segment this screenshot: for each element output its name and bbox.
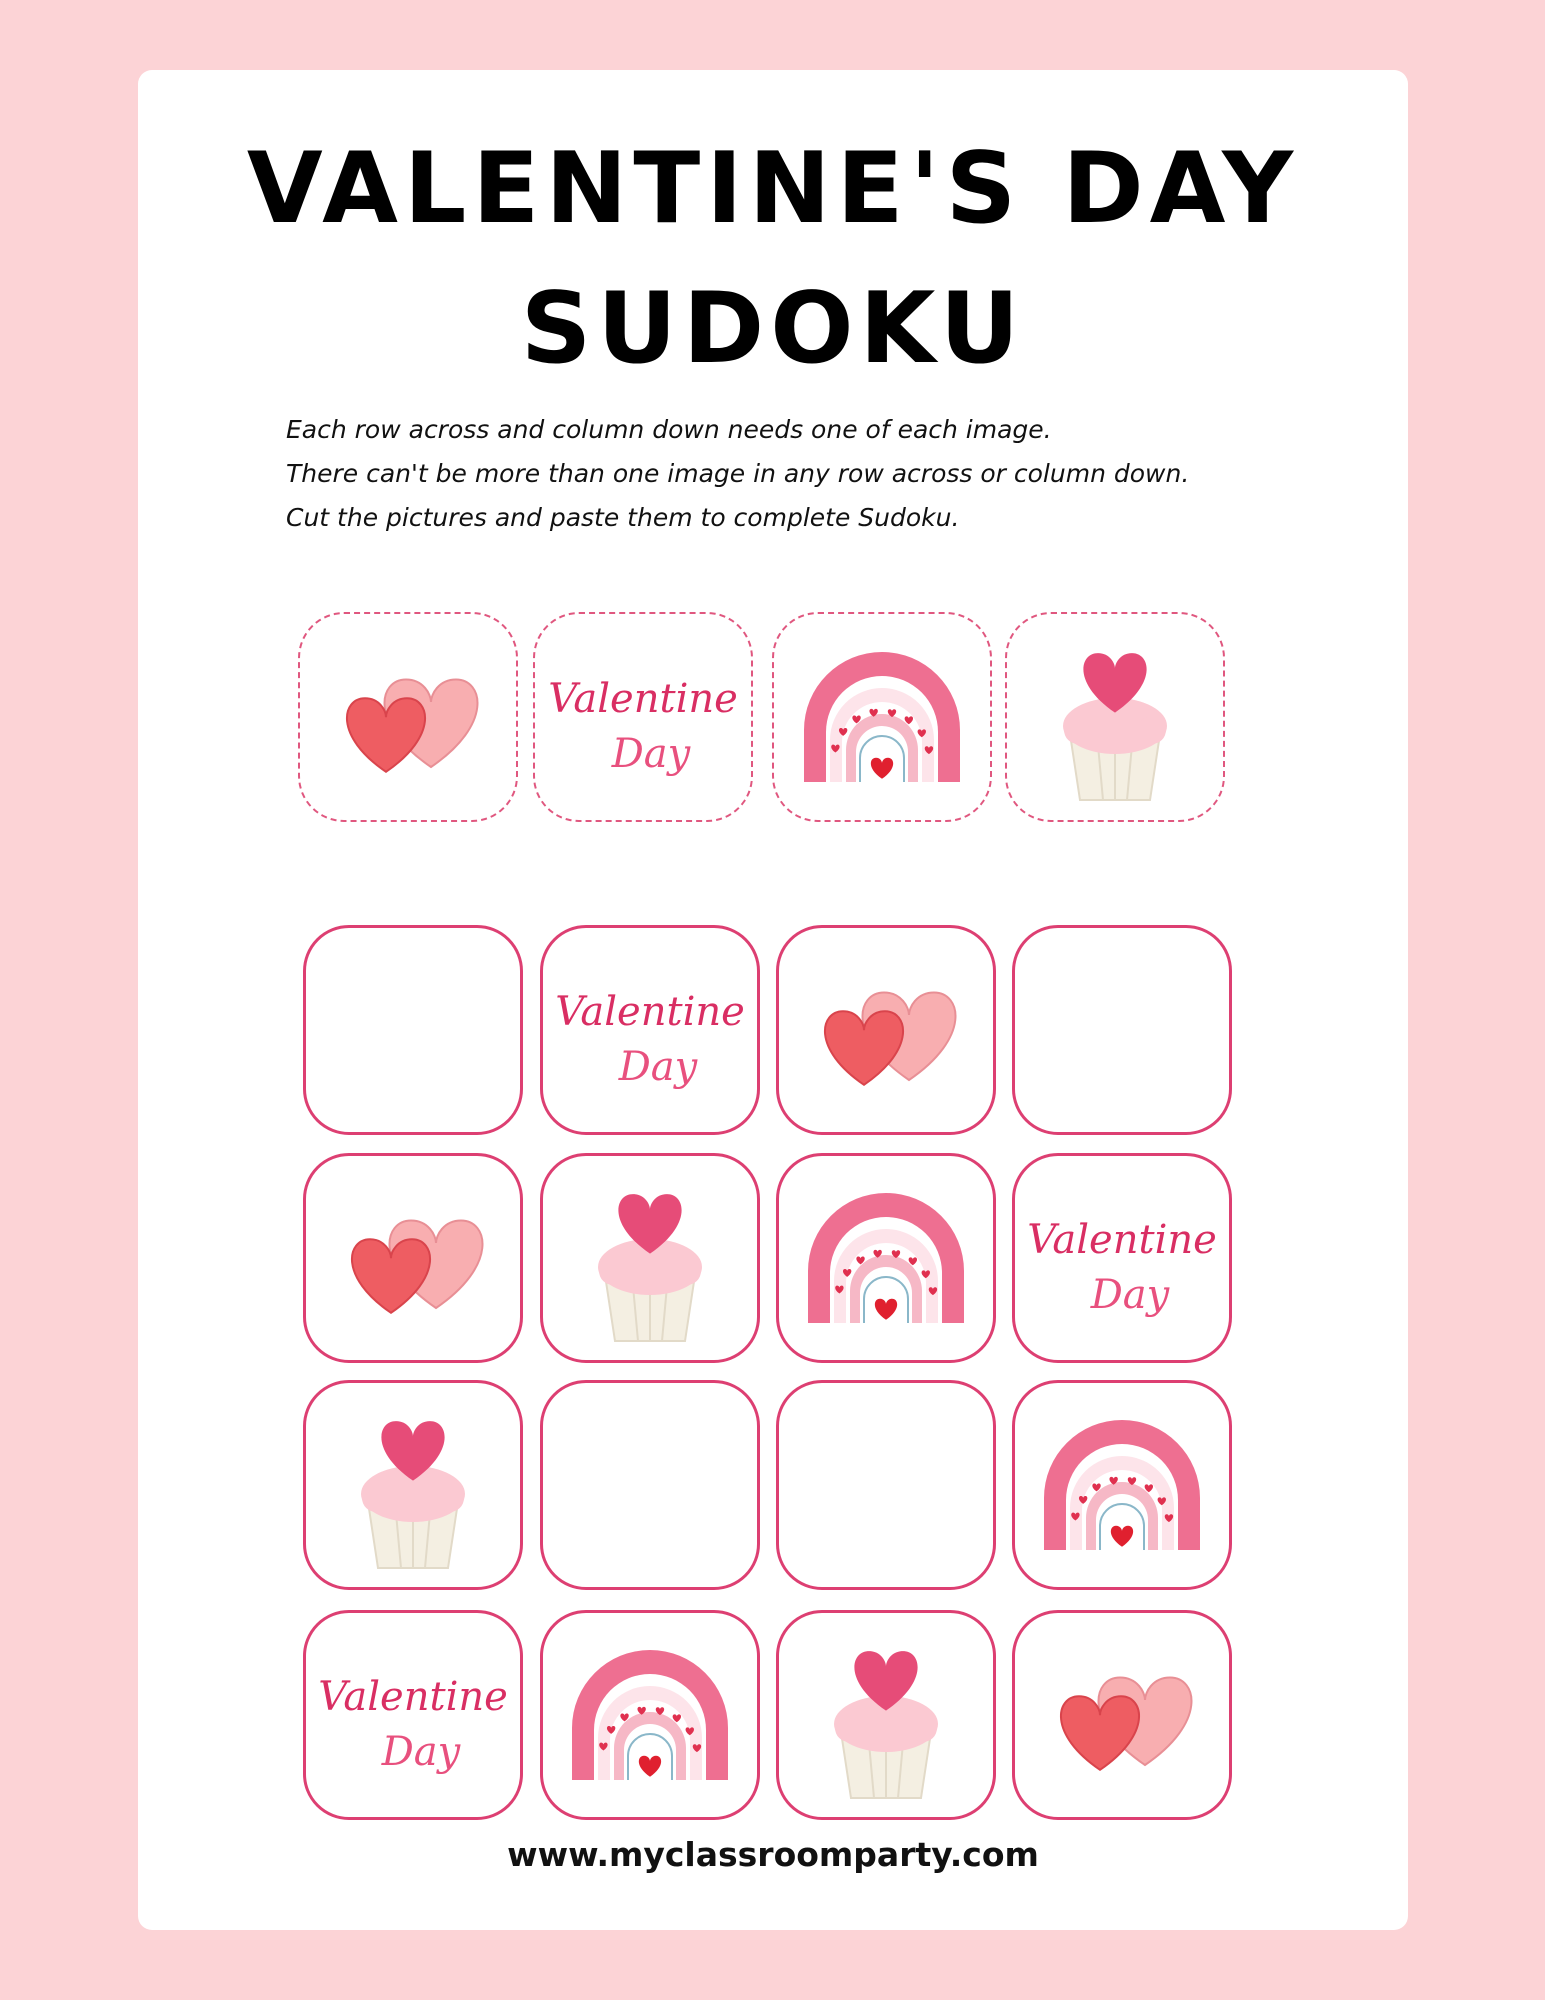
cupcake-icon: [313, 1390, 513, 1580]
hearts-icon: [1022, 1620, 1222, 1810]
rainbow-icon: [1022, 1390, 1222, 1580]
empty-cell[interactable]: [540, 1380, 760, 1590]
empty-cell[interactable]: [1012, 925, 1232, 1135]
svg-text:Valentine: Valentine: [548, 676, 738, 722]
cupcake-icon: [550, 1163, 750, 1353]
grid-cell: [1012, 1380, 1232, 1590]
cutout-piece[interactable]: [533, 612, 753, 822]
valentine-day-lettering: [1022, 1163, 1222, 1353]
cutout-piece[interactable]: [298, 612, 518, 822]
valentine-day-lettering: [543, 622, 743, 812]
svg-text:Valentine: Valentine: [1027, 1217, 1217, 1263]
cutout-piece[interactable]: [772, 612, 992, 822]
title-line-2: SUDOKU: [520, 272, 1026, 386]
rainbow-icon: [550, 1620, 750, 1810]
grid-cell: [776, 925, 996, 1135]
grid-cell: [1012, 1153, 1232, 1363]
instruction-line: There can't be more than one image in any row across or column down.: [286, 459, 1190, 488]
hearts-icon: [308, 622, 508, 812]
empty-cell[interactable]: [303, 925, 523, 1135]
rainbow-icon: [786, 1163, 986, 1353]
valentine-day-lettering: [550, 935, 750, 1125]
grid-cell: [540, 925, 760, 1135]
grid-cell: [303, 1153, 523, 1363]
footer-url: www.myclassroomparty.com: [507, 1835, 1039, 1874]
grid-cell: [776, 1153, 996, 1363]
grid-cell: [540, 1153, 760, 1363]
grid-cell: [303, 1610, 523, 1820]
svg-text:Day: Day: [1090, 1272, 1170, 1318]
rainbow-icon: [782, 622, 982, 812]
title-line-1: VALENTINE'S DAY: [246, 132, 1300, 246]
cutout-piece[interactable]: [1005, 612, 1225, 822]
cupcake-icon: [1015, 622, 1215, 812]
worksheet: [138, 70, 1408, 1930]
svg-text:Day: Day: [611, 731, 691, 777]
svg-text:Valentine: Valentine: [555, 989, 745, 1035]
empty-cell[interactable]: [776, 1380, 996, 1590]
grid-cell: [1012, 1610, 1232, 1820]
instruction-line: Cut the pictures and paste them to complete Sudoku.: [286, 503, 960, 532]
cupcake-icon: [786, 1620, 986, 1810]
hearts-icon: [313, 1163, 513, 1353]
grid-cell: [776, 1610, 996, 1820]
svg-text:Valentine: Valentine: [318, 1674, 508, 1720]
svg-text:Day: Day: [618, 1044, 698, 1090]
grid-cell: [540, 1610, 760, 1820]
svg-text:Day: Day: [381, 1729, 461, 1775]
instruction-line: Each row across and column down needs one of each image.: [286, 415, 1052, 444]
instructions: [286, 408, 1346, 540]
valentine-day-lettering: [313, 1620, 513, 1810]
hearts-icon: [786, 935, 986, 1125]
grid-cell: [303, 1380, 523, 1590]
